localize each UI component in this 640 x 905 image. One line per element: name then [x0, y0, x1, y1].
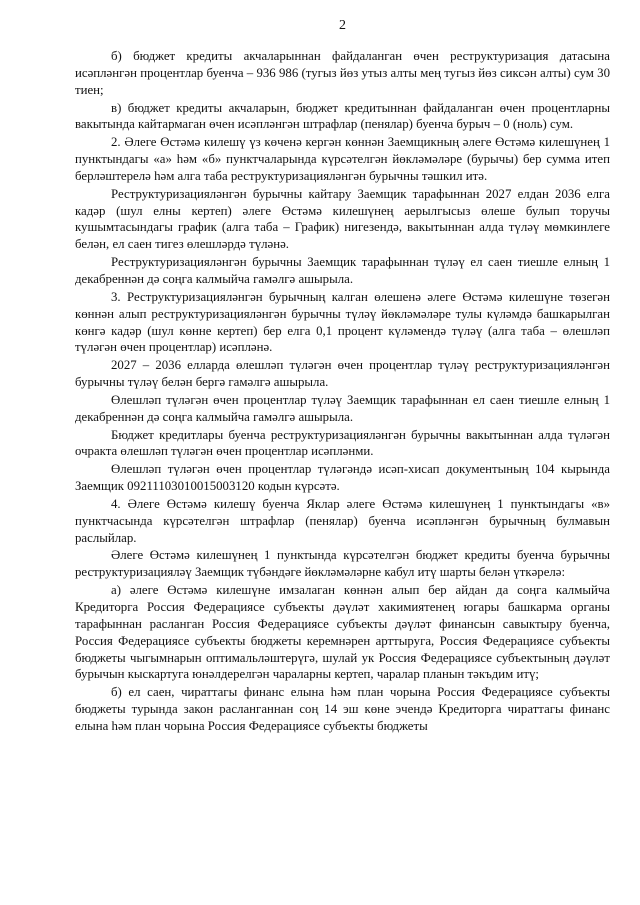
paragraph-3-deadline: Өлешләп түләгән өчен процентлар түләү Заемщик тарафыннан ел саен тиешле елның 1 декабреннән дә соңга калмыйча гамәлгә ашырыла.	[75, 392, 610, 424]
paragraph-4b: б) ел саен, чираттагы финанс елына һәм план чорына Россия Федерациясе субъекты бюджеты турында закон расланганнан соң 14 эш көне эчендә Кредиторга чираттагы финанс елына һәм план чорына Россия Федерациясе субъекты бюджеты	[75, 685, 610, 733]
paragraph-3-early: Бюджет кредитлары буенча реструктуризацияләнгән бурычны вакытыннан алда түләгән очракта өлешләп түләгән өчен процентлар исәпләнми.	[75, 427, 610, 459]
paragraph-4a: а) әлеге Өстәмә килешүне имзалаган көннән алып бер айдан да соңга калмыйча Кредиторга Россия Федерациясе субъекты дәүләт хакимиятенең югары башкарма органы тарафыннан расланган Россия Федерациясе субъекты дәүләт финансын савыктыру буенча, Россия Федерациясе субъекты бюджеты керемнәрен арттыруга, Россия Федерациясе субъекты бюджеты чыгымнарын оптимальләштерүгә, шулай ук Россия Федерациясе субъектының дәүләт бурычын кыскартуга юнәлдерелгән чараларны кертеп, чаралар планын тәкъдим итү;	[75, 583, 610, 682]
paragraph-2-repayment: Реструктуризацияләнгән бурычны кайтару Заемщик тарафыннан 2027 елдан 2036 елга кадәр (шул елны кертеп) әлеге Өстәмә килешүнең аерылгысыз өлеше булып торучы кушымтасындагы график (алга таба – График) нигезендә, вакытыннан алда түләү мөмкинлеге белән, ел саен тигез өлешләрдә түләнә.	[75, 186, 610, 252]
paragraph-4: 4. Әлеге Өстәмә килешү буенча Яклар әлеге Өстәмә килешүнең 1 пунктындагы «в» пунктчасында күрсәтелгән штрафлар (пенялар) буенча исәпләнгән бурычның булмавын раслыйлар.	[75, 496, 610, 545]
paragraph-4-conditions: Әлеге Өстәмә килешүнең 1 пунктында күрсәтелгән бюджет кредиты буенча бурычны реструктуризацияләү Заемщик түбәндәге йөкләмәләрне кабул итү шарты белән үткәрелә:	[75, 548, 610, 580]
paragraph-1b: б) бюджет кредиты акчаларыннан файдаланган өчен реструктуризация датасына исәпләнгән процентлар буенча – 936 986 (тугыз йөз утыз алты мең тугыз йөз сиксән алты) сум 30 тиен;	[75, 49, 610, 97]
paragraph-3: 3. Реструктуризацияләнгән бурычның калган өлешенә әлеге Өстәмә килешүне төзегән көннән алып реструктуризацияләнгән бурычны түләү йөкләмәләре тулы күләмдә башкарылган көнгә кадәр (шул көнне кертеп) бер елга 0,1 процент күләмендә түләү (алга таба – өлешләп түләгән өчен процентлар) исәпләнә.	[75, 289, 610, 355]
paragraph-2: 2. Әлеге Өстәмә килешү үз көченә кергән көннән Заемщикның әлеге Өстәмә килешүнең 1 пунктындагы «а» һәм «б» пунктчаларында күрсәтелгән йөкләмәләре (бурычы) бер сумма итеп берләштерелә һәм алга таба реструктуризацияләнгән бурычны тәшкил итә.	[75, 135, 610, 183]
paragraph-3-years: 2027 – 2036 елларда өлешләп түләгән өчен процентлар түләү реструктуризацияләнгән бурычны түләү белән бергә гамәлгә ашырыла.	[75, 358, 610, 390]
paragraph-2-deadline: Реструктуризацияләнгән бурычны Заемщик тарафыннан түләү ел саен тиешле елның 1 декабреннән дә соңга калмыйча гамәлгә ашырыла.	[75, 255, 610, 286]
paragraph-1v: в) бюджет кредиты акчаларын, бюджет кредитыннан файдаланган өчен процентларны вакытында кайтармаган өчен исәпләнгән штрафлар (пенялар) буенча бурыч – 0 (ноль) сум.	[75, 100, 610, 132]
page-number: 2	[339, 18, 346, 33]
paragraph-3-code: Өлешләп түләгән өчен процентлар түләгәндә исәп-хисап документының 104 кырында Заемщик 09211103010015003120 кодын күрсәтә.	[75, 462, 610, 494]
